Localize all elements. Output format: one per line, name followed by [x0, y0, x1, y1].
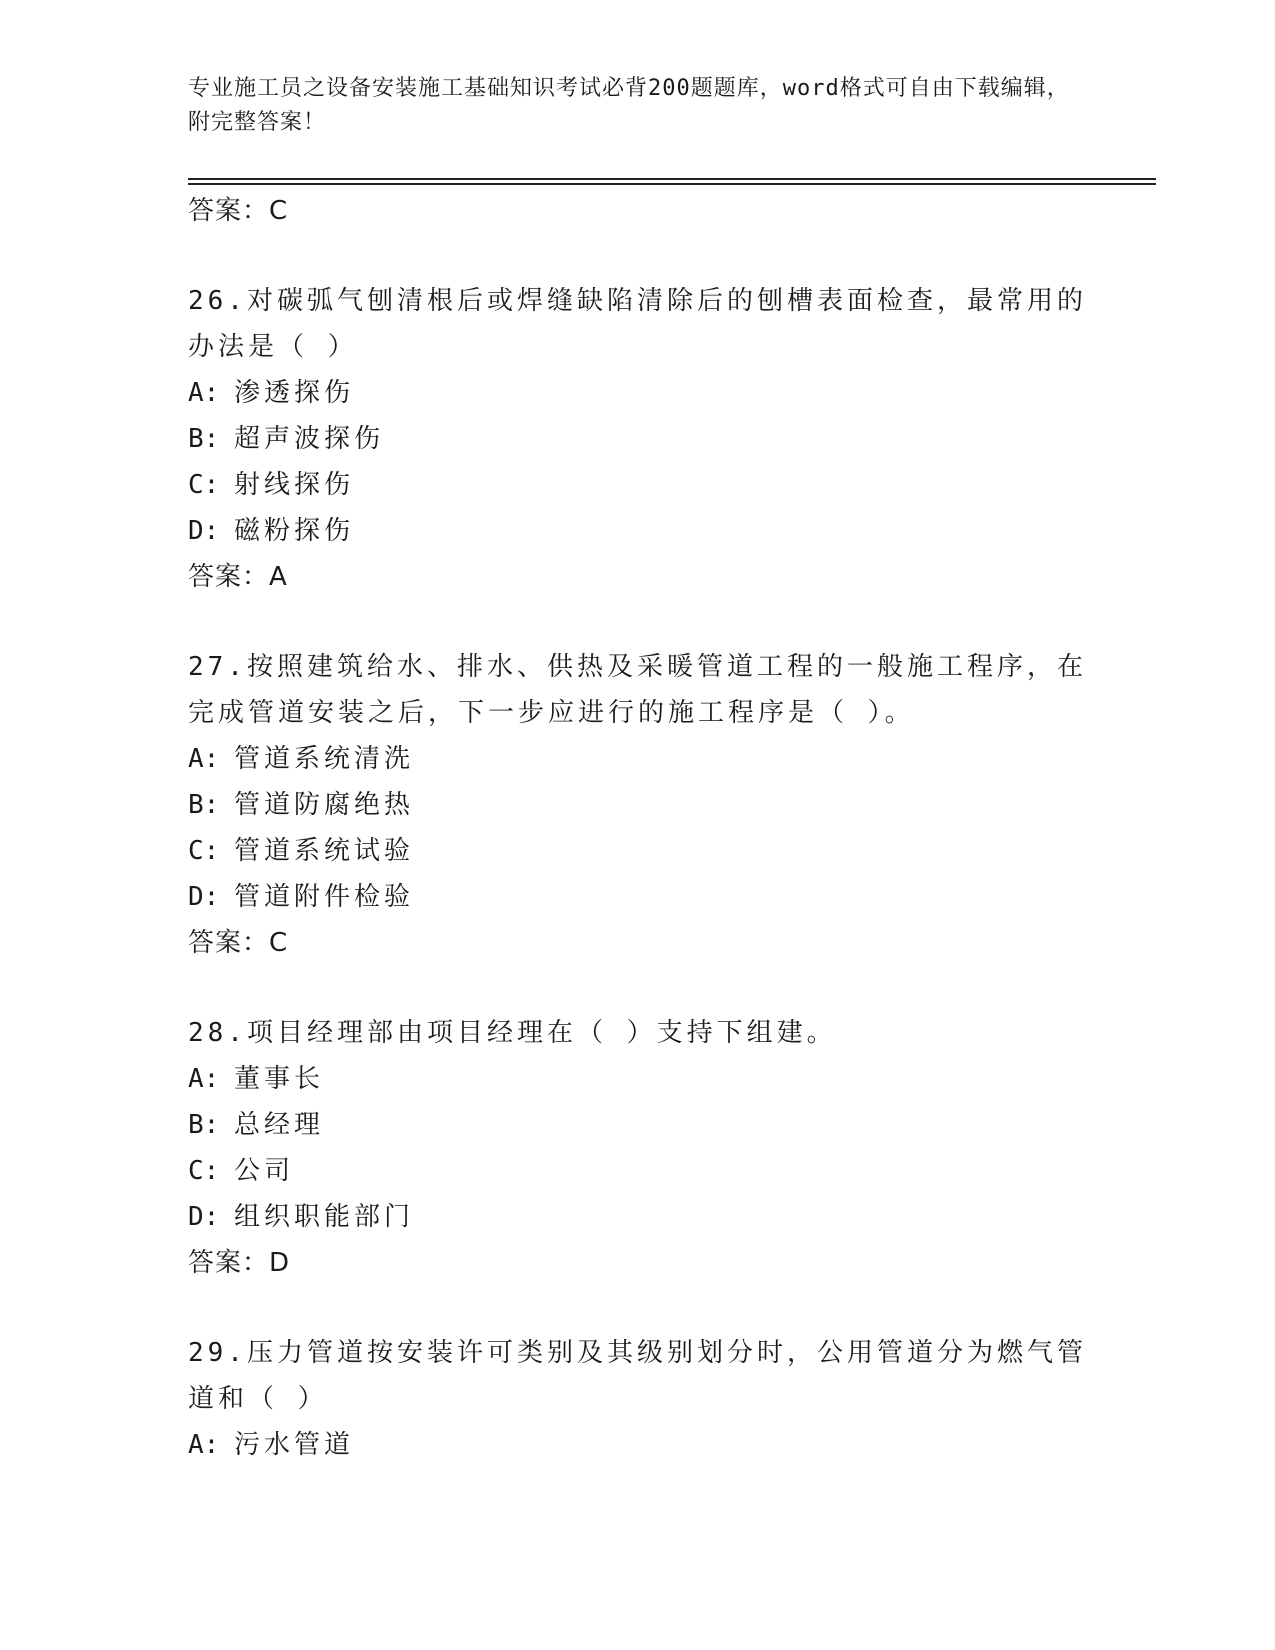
option-letter: B: [188, 790, 220, 820]
question-26 [188, 278, 1088, 600]
question-stem: 26.对碳弧气刨清根后或焊缝缺陷清除后的刨槽表面检查，最常用的办法是（ ） [188, 286, 1087, 362]
answer-line: 答案：A [188, 562, 288, 592]
option-text: 渗透探伤 [234, 378, 355, 408]
question-28 [188, 1010, 1088, 1286]
option-c [188, 828, 1088, 874]
answer-line: 答案：D [188, 1248, 291, 1278]
question-stem: 28.项目经理部由项目经理在（ ）支持下组建。 [188, 1018, 837, 1048]
option-b [188, 416, 1088, 462]
option-b [188, 1102, 1088, 1148]
option-a [188, 370, 1088, 416]
option-letter: A: [188, 744, 220, 774]
option-text: 组织职能部门 [234, 1202, 415, 1232]
option-text: 管道系统清洗 [234, 744, 415, 774]
option-letter: A: [188, 1430, 220, 1460]
option-text: 总经理 [234, 1110, 325, 1140]
option-d [188, 874, 1088, 920]
option-letter: A: [188, 378, 220, 408]
answer-line: 答案：C [188, 196, 289, 226]
option-text: 管道防腐绝热 [234, 790, 415, 820]
option-text: 磁粉探伤 [234, 516, 355, 546]
option-text: 超声波探伤 [234, 424, 385, 454]
question-29 [188, 1330, 1088, 1468]
answer-line: 答案：C [188, 928, 289, 958]
header-divider [188, 178, 1156, 180]
question-stem: 27.按照建筑给水、排水、供热及采暖管道工程的一般施工程序，在完成管道安装之后，下一步应进行的施工程序是（ ）。 [188, 652, 1087, 728]
option-letter: A: [188, 1064, 220, 1094]
option-letter: C: [188, 470, 220, 500]
question-stem: 29.压力管道按安装许可类别及其级别划分时，公用管道分为燃气管道和（ ） [188, 1338, 1087, 1414]
option-letter: B: [188, 424, 220, 454]
option-c [188, 462, 1088, 508]
header-divider-second [188, 183, 1156, 185]
option-d [188, 508, 1088, 554]
option-letter: B: [188, 1110, 220, 1140]
option-a [188, 736, 1088, 782]
option-c [188, 1148, 1088, 1194]
option-letter: C: [188, 1156, 220, 1186]
document-header: 专业施工员之设备安装施工基础知识考试必背200题题库，word格式可自由下载编辑，附完整答案！ [188, 76, 1070, 135]
option-text: 董事长 [234, 1064, 325, 1094]
option-a [188, 1056, 1088, 1102]
option-a [188, 1422, 1088, 1468]
option-letter: C: [188, 836, 220, 866]
option-b [188, 782, 1088, 828]
option-text: 管道系统试验 [234, 836, 415, 866]
option-text: 污水管道 [234, 1430, 355, 1460]
option-text: 管道附件检验 [234, 882, 415, 912]
option-letter: D: [188, 882, 220, 912]
option-letter: D: [188, 516, 220, 546]
option-text: 公司 [234, 1156, 295, 1186]
question-list [188, 188, 1088, 1468]
question-27 [188, 644, 1088, 966]
option-text: 射线探伤 [234, 470, 355, 500]
option-letter: D: [188, 1202, 220, 1232]
option-d [188, 1194, 1088, 1240]
